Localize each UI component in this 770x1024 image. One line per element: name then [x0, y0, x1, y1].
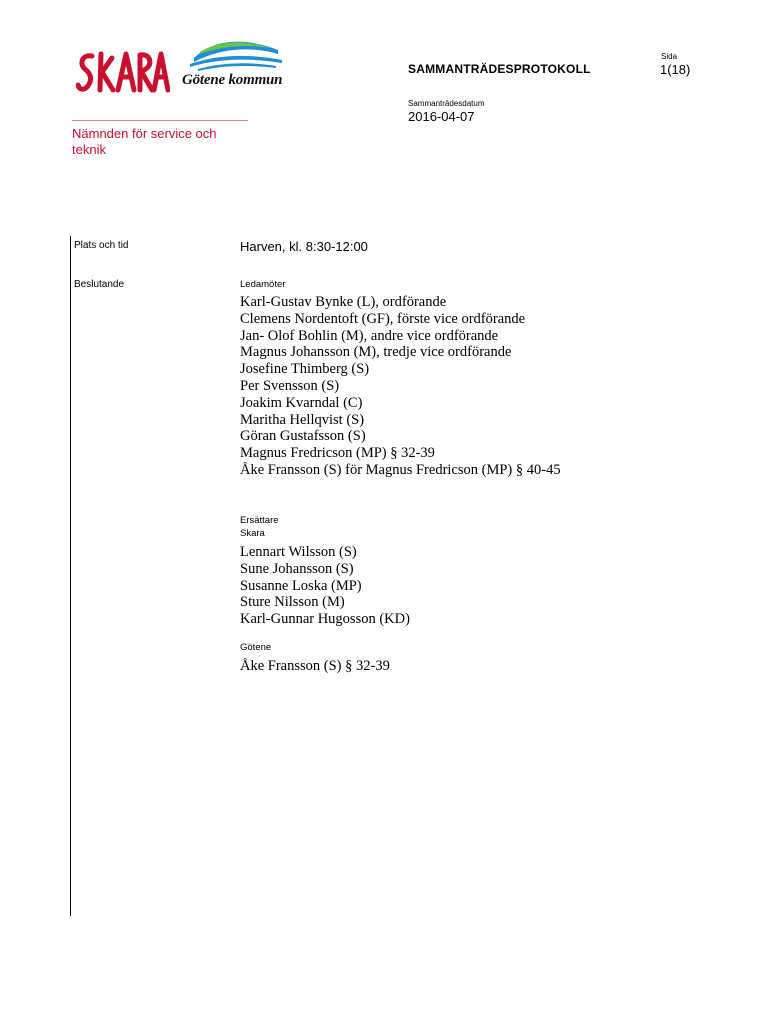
- list-item: Åke Fransson (S) för Magnus Fredricson (MP) § 40-45: [240, 461, 561, 478]
- page-number: 1(18): [660, 62, 691, 77]
- skara-logo: [76, 50, 170, 94]
- page-label: Sida: [661, 52, 678, 61]
- meeting-date-label: Sammanträdesdatum: [408, 99, 485, 108]
- list-item: Maritha Hellqvist (S): [240, 411, 365, 428]
- place-time-label: Plats och tid: [74, 240, 129, 251]
- skara-label: Skara: [240, 528, 265, 539]
- list-item: Karl-Gunnar Hugosson (KD): [240, 611, 410, 628]
- meeting-date: 2016-04-07: [408, 109, 475, 124]
- list-item: Magnus Johansson (M), tredje vice ordförande: [240, 344, 512, 361]
- gotene-label: Götene: [240, 642, 272, 653]
- list-item: Magnus Fredricson (MP) § 32-39: [240, 445, 435, 462]
- gotene-logo-text: Götene kommun: [182, 72, 283, 88]
- list-item: Sture Nilsson (M): [240, 594, 345, 611]
- document-title: SAMMANTRÄDESPROTOKOLL: [408, 62, 591, 76]
- header-divider: [72, 120, 248, 121]
- list-item: Göran Gustafsson (S): [240, 428, 366, 445]
- list-item: Åke Fransson (S) § 32-39: [240, 658, 390, 674]
- list-item: Clemens Nordentoft (GF), förste vice ordförande: [240, 310, 526, 327]
- deciding-label: Beslutande: [74, 279, 125, 290]
- list-item: Per Svensson (S): [240, 377, 340, 394]
- list-item: Josefine Thimberg (S): [240, 361, 370, 378]
- list-item: Lennart Wilsson (S): [240, 544, 357, 560]
- list-item: Sune Johansson (S): [240, 560, 354, 577]
- margin-rule: [70, 236, 71, 916]
- members-label: Ledamöter: [240, 279, 286, 290]
- gotene-substitutes-list: [240, 658, 390, 675]
- substitutes-heading: [240, 514, 279, 540]
- members-list: [240, 294, 561, 479]
- department-name: Nämnden för service och teknik: [72, 126, 217, 157]
- list-item: Karl-Gustav Bynke (L), ordförande: [240, 294, 447, 310]
- place-time-value: Harven, kl. 8:30-12:00: [240, 239, 368, 254]
- list-item: Jan- Olof Bohlin (M), andre vice ordförande: [240, 327, 499, 344]
- gotene-logo-hills: [190, 36, 282, 72]
- list-item: Joakim Kvarndal (C): [240, 394, 363, 411]
- list-item: Susanne Loska (MP): [240, 577, 362, 594]
- skara-substitutes-list: [240, 544, 410, 628]
- substitutes-label: Ersättare: [240, 515, 279, 526]
